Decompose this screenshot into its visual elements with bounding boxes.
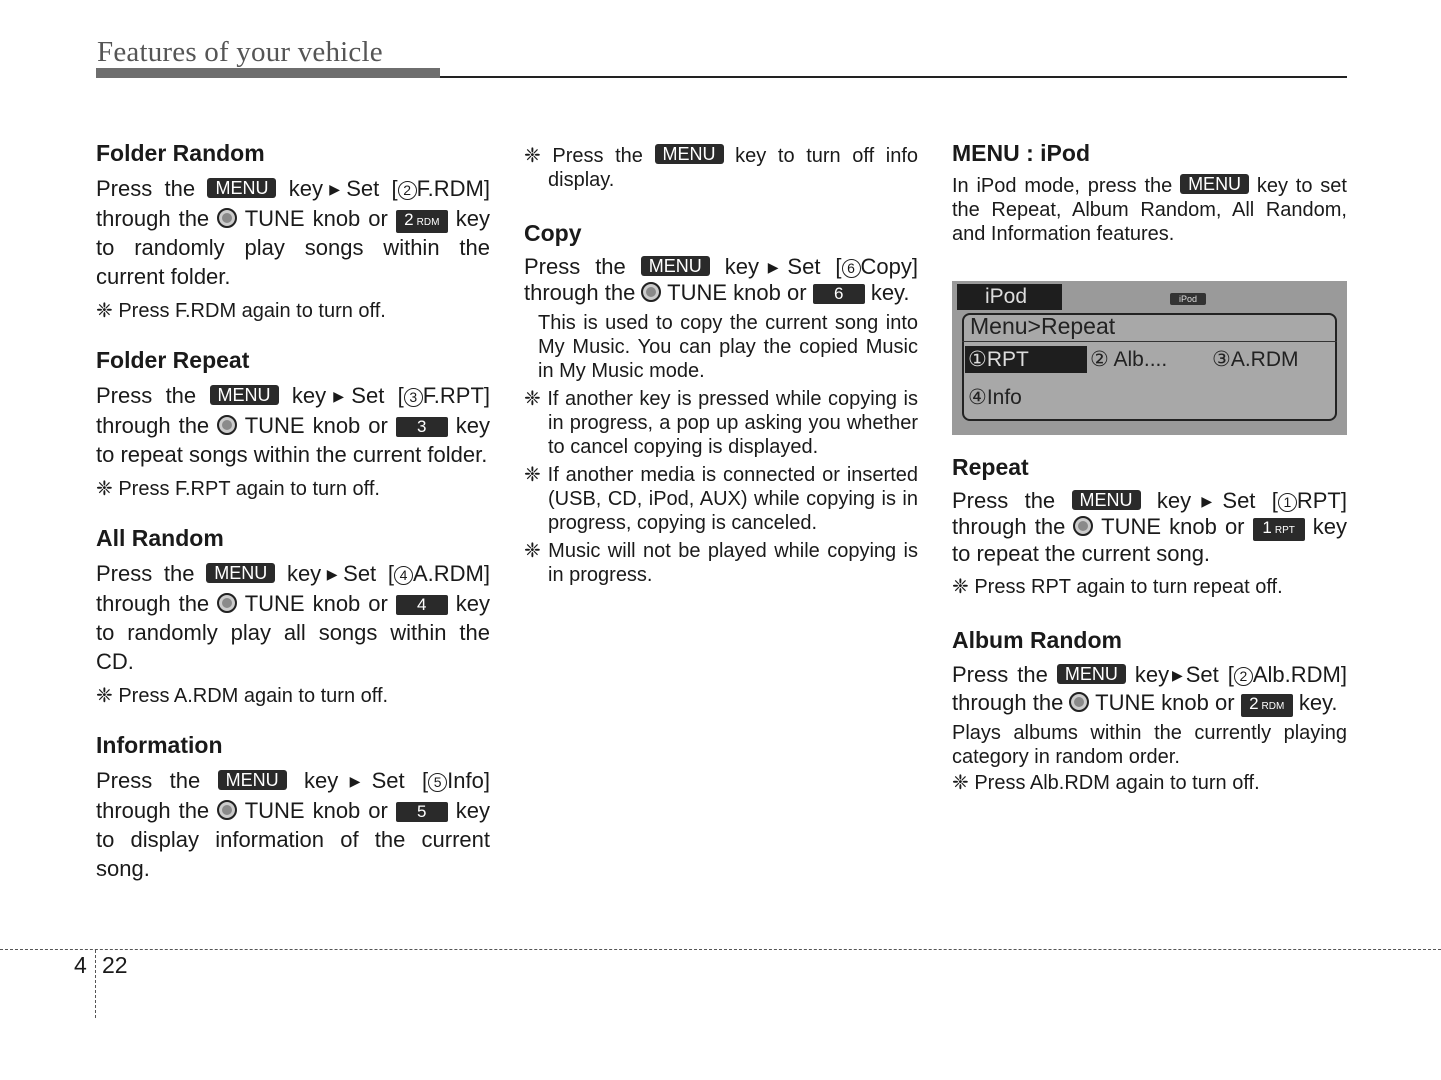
screen-divider [962,341,1337,342]
screen-item-info: ④Info [968,386,1022,409]
section-body [96,559,490,676]
info-off-note [524,144,918,192]
text: TUNE [244,591,305,616]
number-key: 1 RPT [1253,518,1305,541]
text: key to set the Repeat, Album Random, All Random, and Information features. [952,175,1347,245]
section-body [524,254,918,305]
section-heading: Copy [524,220,582,246]
screen-item-ardm: ③A.RDM [1212,348,1299,371]
section-body [96,174,490,291]
text: knob or [312,591,388,616]
text: through the [524,280,636,305]
text: Press the [524,254,626,279]
arrow-right-icon: ▶ [758,259,788,275]
circled-number: 6 [842,259,861,278]
section-all-random [96,523,490,708]
arrow-right-icon: ▶ [1191,493,1223,509]
number-key: 5 [396,802,448,822]
text: knob or [312,206,388,231]
arrow-right-icon: ▶ [1169,667,1186,683]
section-heading: All Random [96,525,224,551]
tune-knob-icon [217,593,237,613]
text: Set [ [787,254,842,279]
menu-key: MENU [218,770,287,790]
footer-dashed-rule [0,949,1441,950]
text: key [291,383,327,408]
menu-key: MENU [207,178,276,198]
text: knob or [312,798,388,823]
section-body [952,174,1347,246]
tune-knob-icon [217,800,237,820]
circled-number: 2 [1234,667,1253,686]
header-rule [440,76,1347,78]
text: TUNE [244,798,305,823]
text: Set [ [1222,488,1278,513]
text: through the [952,514,1066,539]
text: TUNE [1095,690,1156,715]
text: Set [ [371,768,429,793]
screen-menu-title: Menu>Repeat [970,313,1116,339]
arrow-right-icon: ▶ [323,181,347,197]
menu-key: MENU [655,144,724,164]
text: key [304,768,339,793]
menu-key: MENU [1057,664,1126,684]
text: key to display information of the current song. [96,798,490,881]
circled-number: 2 [398,181,417,200]
circled-number: 4 [394,566,413,585]
text: In iPod mode, press the [952,175,1173,197]
album-random-description: Plays albums within the currently playing category in random order. [952,722,1347,768]
text: Copy] [860,254,918,279]
copy-description: This is used to copy the current song into My Music. You can play the copied Music in My Music mode. [538,312,918,382]
menu-key: MENU [206,563,275,583]
section-body [96,766,490,883]
footer-dashed-divider [95,950,96,1018]
tune-knob-icon [217,208,237,228]
chapter-number: 4 [74,952,87,978]
text: key [724,254,759,279]
section-menu-ipod [952,138,1347,246]
menu-key: MENU [641,256,710,276]
text: key to repeat songs within the current folder. [96,413,490,467]
text: through the [96,413,210,438]
note: ❈ Press Alb.RDM again to turn off. [952,772,1260,794]
number-key: 3 [396,417,448,437]
ipod-badge: iPod [1170,293,1206,305]
text: key [286,561,322,586]
menu-key: MENU [210,385,279,405]
tune-knob-icon [217,415,237,435]
text: Press the [952,662,1048,687]
screen-tab: iPod [957,284,1062,310]
text: RPT] [1296,488,1347,513]
column-right-lower [952,452,1347,795]
text: ❈ Press the [524,145,643,167]
note: ❈ If another key is pressed while copying is in progress, a pop up asking you whether to cancel copying is displayed. [524,388,918,458]
column-middle [524,138,918,587]
section-body [952,661,1347,717]
column-right [952,138,1347,246]
text: Press the [96,561,195,586]
note: ❈ Press F.RPT again to turn off. [96,478,380,500]
text: Press the [96,383,197,408]
section-heading: Folder Repeat [96,347,250,373]
text: key [288,176,324,201]
text: through the [96,206,210,231]
note: ❈ Press RPT again to turn repeat off. [952,576,1283,598]
text: knob or [312,413,388,438]
text: key [1156,488,1192,513]
section-folder-random [96,138,490,323]
circled-number: 3 [404,388,423,407]
section-heading: Album Random [952,627,1122,653]
text: key [1134,662,1170,687]
text: Set [ [351,383,404,408]
text: knob or [1169,514,1245,539]
section-repeat [952,452,1347,599]
note: ❈ Press F.RDM again to turn off. [96,300,386,322]
number-key: 2 RDM [1241,694,1293,717]
screen-item-rpt: ①RPT [968,348,1029,371]
column-left [96,138,490,883]
note: ❈ If another media is connected or inserted (USB, CD, iPod, AUX) while copying is in progress, copying is canceled. [524,464,918,534]
text: through the [96,798,210,823]
text: key to randomly play all songs within the CD. [96,591,490,674]
header-bar [96,68,440,78]
text: Press the [96,176,196,201]
section-copy [524,218,918,587]
text: Info] [447,768,490,793]
section-folder-repeat [96,345,490,501]
text: TUNE [244,413,305,438]
text: Alb.RDM] [1252,662,1347,687]
text: through the [952,690,1064,715]
text: TUNE [667,280,728,305]
text: Set [ [346,176,398,201]
text: key to repeat the current song. [952,514,1347,566]
section-body [96,381,490,469]
arrow-right-icon: ▶ [321,566,344,582]
text: Press the [952,488,1056,513]
text: TUNE [1101,514,1162,539]
number-key: 2 RDM [396,210,448,233]
text: Press the [96,768,201,793]
number-key: 6 [813,284,865,304]
circled-number: 1 [1278,493,1297,512]
ipod-screen-display [952,281,1347,435]
text: knob or [1161,690,1235,715]
number-key: 4 [396,595,448,615]
text: A.RDM] [412,561,490,586]
section-heading: Repeat [952,454,1029,480]
arrow-right-icon: ▶ [338,773,372,789]
header-title: Features of your vehicle [97,36,383,68]
section-information [96,730,490,883]
text: Set [ [343,561,394,586]
circled-number: 5 [428,773,447,792]
text: Set [ [1185,662,1234,687]
menu-key: MENU [1072,490,1141,510]
tune-knob-icon [641,282,661,302]
menu-key: MENU [1180,174,1249,194]
note: ❈ Press A.RDM again to turn off. [96,685,389,707]
text: F.RDM] [416,176,490,201]
text: through the [96,591,210,616]
text: key. [870,280,910,305]
section-body [952,488,1347,567]
section-heading: Folder Random [96,140,265,166]
screen-item-alb: ② Alb.... [1090,348,1168,371]
section-album-random [952,625,1347,795]
note: ❈ Music will not be played while copying is in progress. [524,540,918,586]
arrow-right-icon: ▶ [326,388,352,404]
page-number: 22 [102,952,128,978]
text: TUNE [244,206,305,231]
text: key. [1298,690,1338,715]
section-heading: MENU : iPod [952,140,1090,166]
tune-knob-icon [1073,516,1093,536]
tune-knob-icon [1069,692,1089,712]
text: knob or [733,280,807,305]
text: F.RPT] [422,383,490,408]
text: key to randomly play songs within the current folder. [96,206,490,289]
text: key to turn off info display. [548,145,919,191]
section-heading: Information [96,732,223,758]
